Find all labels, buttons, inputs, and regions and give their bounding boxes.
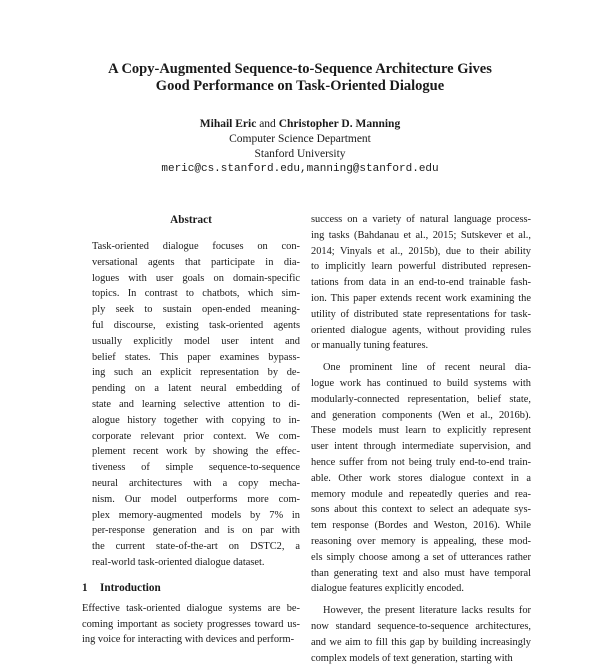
text-line: However, the present literature lacks results for [323, 605, 531, 617]
text-line: corporate relevant prior context. We com- [92, 430, 300, 442]
text-line: to implicitly learn powerful distributed represen- [311, 261, 531, 273]
text-line: now standard sequence-to-sequence architectures, [311, 620, 531, 632]
abstract-body [82, 239, 300, 571]
text-line: els simply choose among a set of utterances rather [311, 551, 531, 563]
section-heading-introduction [82, 580, 300, 596]
paper-title [60, 61, 540, 95]
text-line: the current state-of-the-art on DSTC2, a [92, 541, 300, 553]
text-line: or manually tuning features. [311, 340, 429, 352]
text-line: than generating text and also must have temporal [311, 567, 531, 579]
text-line: 2014; Vinyals et al., 2015b), due to their ability [311, 245, 531, 257]
paragraph-3 [311, 603, 531, 666]
author-department: Computer Science Department [229, 133, 371, 145]
text-line: and generation components (Wen et al., 2016b). [311, 409, 531, 421]
text-line: complex models of text generation, starting with [311, 652, 513, 664]
text-line: usually explicitly model user intent and [92, 335, 300, 347]
text-line: tem response (Bordes and Weston, 2016). While [311, 520, 531, 532]
text-line: and we aim to fill this gap by building increasingly [311, 636, 531, 648]
text-line: Effective task-oriented dialogue systems are be- [82, 602, 300, 614]
right-column [311, 212, 531, 666]
text-line: logues with user goals on domain-specific [92, 272, 300, 284]
text-line: ion. This paper extends recent work examining the [311, 292, 531, 304]
text-line: dialogue features explicitly encoded. [311, 583, 464, 595]
text-line: user intent through intermediate supervision, and [311, 441, 531, 453]
text-line: success on a variety of natural language process- [311, 214, 531, 225]
text-line: versational agents that participate in dia- [92, 256, 300, 268]
author-conjunction: and [259, 118, 276, 130]
text-line: able. Other work stores dialogue context in a [311, 472, 531, 484]
paragraph-2 [311, 360, 531, 597]
text-line: state and learning selective attention to di- [92, 398, 300, 410]
left-column [82, 212, 300, 648]
text-line: sons about this context to select an adequate sys- [311, 504, 531, 516]
text-line: pending on a latent neural embedding of [92, 383, 300, 395]
text-line: alogue history together with copying to in- [92, 414, 300, 426]
text-line: oriented dialogue agents, without providing rules [311, 324, 531, 336]
text-line: plex memory-augmented models by 7% in [92, 509, 300, 521]
section-number: 1 [82, 581, 88, 594]
section-title: Introduction [100, 581, 161, 594]
text-line: nism. Our model outperforms more com- [92, 493, 300, 505]
author-2: Christopher D. Manning [278, 118, 401, 130]
text-line: ful discourse, existing task-oriented agents [92, 319, 300, 331]
text-line: per-response generation and is on par with [92, 525, 300, 537]
text-line: reasoning over memory is appealing, these mod- [311, 535, 531, 547]
title-line-2: Good Performance on Task-Oriented Dialogue [155, 78, 445, 94]
text-line: real-world task-oriented dialogue dataset. [92, 556, 265, 568]
introduction-body [82, 601, 300, 648]
text-line: neural architectures with a copy mecha- [92, 477, 300, 489]
text-line: ing voice for interacting with devices and perform- [82, 634, 295, 646]
text-line: belief states. This paper examines bypass- [92, 351, 300, 363]
text-line: plement recent work by showing the effec- [92, 446, 300, 458]
text-line: modularly-connected representation, belief state, [311, 393, 531, 405]
text-line: coming important as society progresses toward us- [82, 618, 300, 630]
author-1: Mihail Eric [199, 118, 257, 130]
text-line: One prominent line of recent neural dia- [323, 362, 531, 374]
author-block [60, 117, 540, 177]
title-line-1: A Copy-Augmented Sequence-to-Sequence Architecture Gives [108, 61, 492, 77]
text-line: utility of distributed state representations for task- [311, 308, 531, 320]
text-line: ing such an explicit representation by de- [92, 367, 300, 379]
text-line: ing tasks (Bahdanau et al., 2015; Sutskever et al., [311, 229, 531, 241]
text-line: hence suffer from not being truly end-to-end train- [311, 456, 531, 468]
abstract-heading: Abstract [170, 214, 212, 226]
text-line: tiveness of simple sequence-to-sequence [92, 462, 300, 474]
text-line: topics. In contrast to chatbots, which sim- [92, 288, 300, 300]
paragraph-1 [311, 212, 531, 354]
text-line: logue work has continued to build systems with [311, 377, 531, 389]
text-line: ply seek to sustain open-ended meaning- [92, 304, 300, 316]
author-university: Stanford University [254, 148, 346, 160]
text-line: tations from data in an end-to-end trainable fash- [311, 277, 531, 289]
text-line: Task-oriented dialogue focuses on con- [92, 241, 300, 252]
author-emails: meric@cs.stanford.edu,manning@stanford.edu [161, 163, 439, 175]
text-line: memory module and repeatedly queries and rea- [311, 488, 531, 500]
author-names [60, 117, 540, 132]
text-line: These models must learn to explicitly represent [311, 425, 531, 437]
